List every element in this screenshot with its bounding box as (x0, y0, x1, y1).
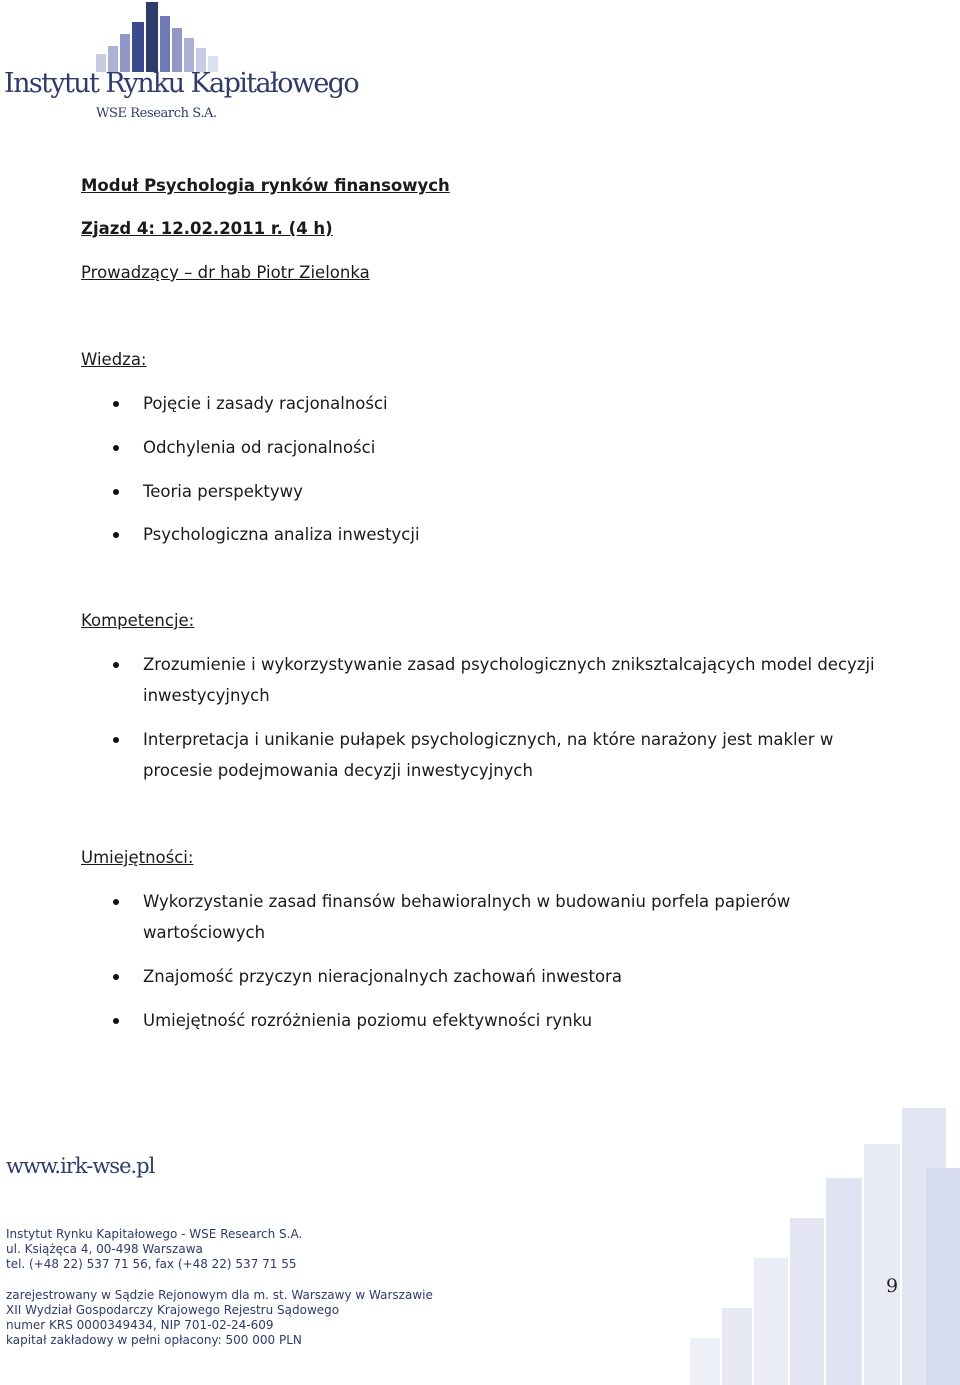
list-item: Teoria perspektywy (143, 476, 883, 507)
list-item: Wykorzystanie zasad finansów behawioralnych w budowaniu porfela papierów wartościowych (143, 886, 883, 948)
list-item: Pojęcie i zasady racjonalności (143, 388, 883, 419)
umiejetnosci-heading: Umiejętności: (81, 848, 194, 867)
footer-line: XII Wydział Gospodarczy Krajowego Rejestru Sądowego (6, 1303, 340, 1317)
list-item: Zrozumienie i wykorzystywanie zasad psychologicznych zniksztalcających model decyzji inwestycyjnych (143, 649, 883, 711)
footer-line: numer KRS 0000349434, NIP 701-02-24-609 (6, 1318, 274, 1332)
kompetencje-heading: Kompetencje: (81, 611, 195, 630)
website-link[interactable]: www.irk-wse.pl (6, 1154, 155, 1178)
session-info: Zjazd 4: 12.02.2011 r. (4 h) (81, 219, 333, 238)
list-item: Psychologiczna analiza inwestycji (143, 519, 883, 550)
logo-subtitle: WSE Research S.A. (96, 106, 217, 121)
logo-bars-icon (96, 2, 266, 72)
company-logo (0, 0, 359, 125)
wiedza-heading: Wiedza: (81, 350, 147, 369)
footer-line: Instytut Rynku Kapitałowego - WSE Research S.A. (6, 1227, 303, 1241)
footer-line: zarejestrowany w Sądzie Rejonowym dla m. st. Warszawy w Warszawie (6, 1288, 433, 1302)
list-item: Umiejętność rozróżnienia poziomu efektywności rynku (143, 1005, 883, 1036)
lecturer: Prowadzący – dr hab Piotr Zielonka (81, 263, 370, 282)
logo-name: Instytut Rynku Kapitałowego (4, 68, 359, 99)
footer-line: ul. Książęca 4, 00-498 Warszawa (6, 1242, 203, 1256)
footer-bars-icon (690, 1108, 960, 1385)
module-title: Moduł Psychologia rynków finansowych (81, 176, 450, 195)
list-item: Znajomość przyczyn nieracjonalnych zachowań inwestora (143, 961, 883, 992)
footer-line: tel. (+48 22) 537 71 56, fax (+48 22) 537 71 55 (6, 1257, 297, 1271)
footer-line: kapitał zakładowy w pełni opłacony: 500 000 PLN (6, 1333, 302, 1347)
list-item: Interpretacja i unikanie pułapek psychologicznych, na które narażony jest makler w procesie podejmowania decyzji inwestycyjnych (143, 724, 883, 786)
list-item: Odchylenia od racjonalności (143, 432, 883, 463)
page-number: 9 (885, 1275, 899, 1297)
